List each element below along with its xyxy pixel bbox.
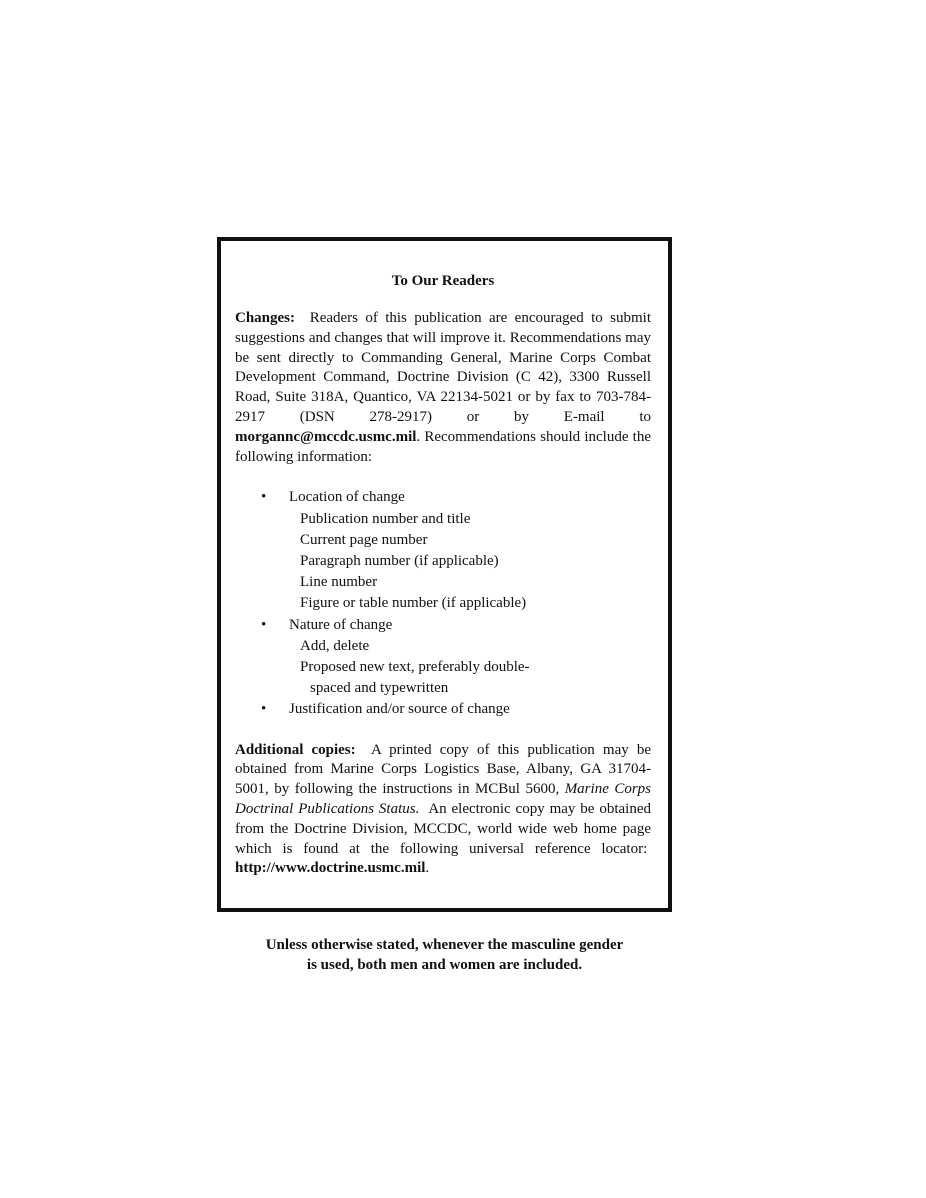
sub-list-item: Publication number and title bbox=[300, 510, 471, 527]
list-item-label: Justification and/or source of change bbox=[289, 701, 510, 718]
list-item bbox=[235, 487, 651, 614]
sub-list-item: Figure or table number (if applicable) bbox=[300, 595, 527, 612]
bullet-icon: • bbox=[261, 616, 267, 633]
footnote-line: Unless otherwise stated, whenever the masculine gender bbox=[265, 937, 624, 953]
publication-title: Marine Corps Doctrinal Publications Status. bbox=[235, 781, 652, 817]
changes-label: Changes: bbox=[235, 310, 296, 326]
reference-url[interactable]: http://www.doctrine.usmc.mil bbox=[235, 860, 426, 877]
changes-paragraph bbox=[235, 309, 651, 467]
list-item bbox=[235, 615, 651, 700]
information-list bbox=[235, 487, 651, 720]
additional-copies-text: A printed copy of this publication may be obtained from Marine Corps Logistics Base, Albany, GA 31704-5001, by following the instructions in MCBul 5600, bbox=[235, 741, 651, 798]
list-item bbox=[235, 699, 651, 720]
box-title: To Our Readers bbox=[391, 273, 495, 289]
sub-list bbox=[289, 636, 651, 700]
changes-text-end: . Recommendations should include the following information: bbox=[235, 428, 651, 465]
sub-list bbox=[289, 509, 651, 615]
additional-copies-label: Additional copies: bbox=[235, 741, 356, 758]
sub-list-item: Line number bbox=[300, 574, 378, 591]
to-our-readers-box bbox=[217, 237, 672, 912]
gender-footnote bbox=[217, 935, 672, 975]
sub-list-item: Current page number bbox=[300, 531, 428, 548]
additional-copies-paragraph bbox=[235, 741, 651, 880]
sub-list-item: spaced and typewritten bbox=[310, 680, 449, 697]
changes-text: Readers of this publication are encouraged to submit suggestions and changes that will improve it. Recommendations may be sent directly to Commanding General, Marine Corps Combat Development Command, Doctrine Division (C 42), 3300 Russell Road, Suite 318A, Quantico, VA 22134-5021 or by fax to 703-784-2917 (DSN 278-2917) or by E-mail to bbox=[235, 310, 651, 425]
additional-copies-text-2: An electronic copy may be obtained from the Doctrine Division, MCCDC, world wide web home page which is found at the following universal reference locator: bbox=[235, 801, 651, 857]
sub-list-item: Proposed new text, preferably double- bbox=[300, 659, 530, 675]
list-item-label: Nature of change bbox=[289, 616, 393, 633]
email-address: morgannc@mccdc.usmc.mil bbox=[235, 428, 417, 445]
footnote-line: is used, both men and women are included. bbox=[306, 957, 583, 973]
sentence-end: . bbox=[425, 860, 430, 877]
sub-list-item: Add, delete bbox=[300, 637, 370, 654]
bullet-icon: • bbox=[261, 701, 267, 718]
list-item-label: Location of change bbox=[289, 489, 405, 506]
bullet-icon: • bbox=[261, 489, 267, 506]
sub-list-item: Paragraph number (if applicable) bbox=[300, 552, 499, 569]
